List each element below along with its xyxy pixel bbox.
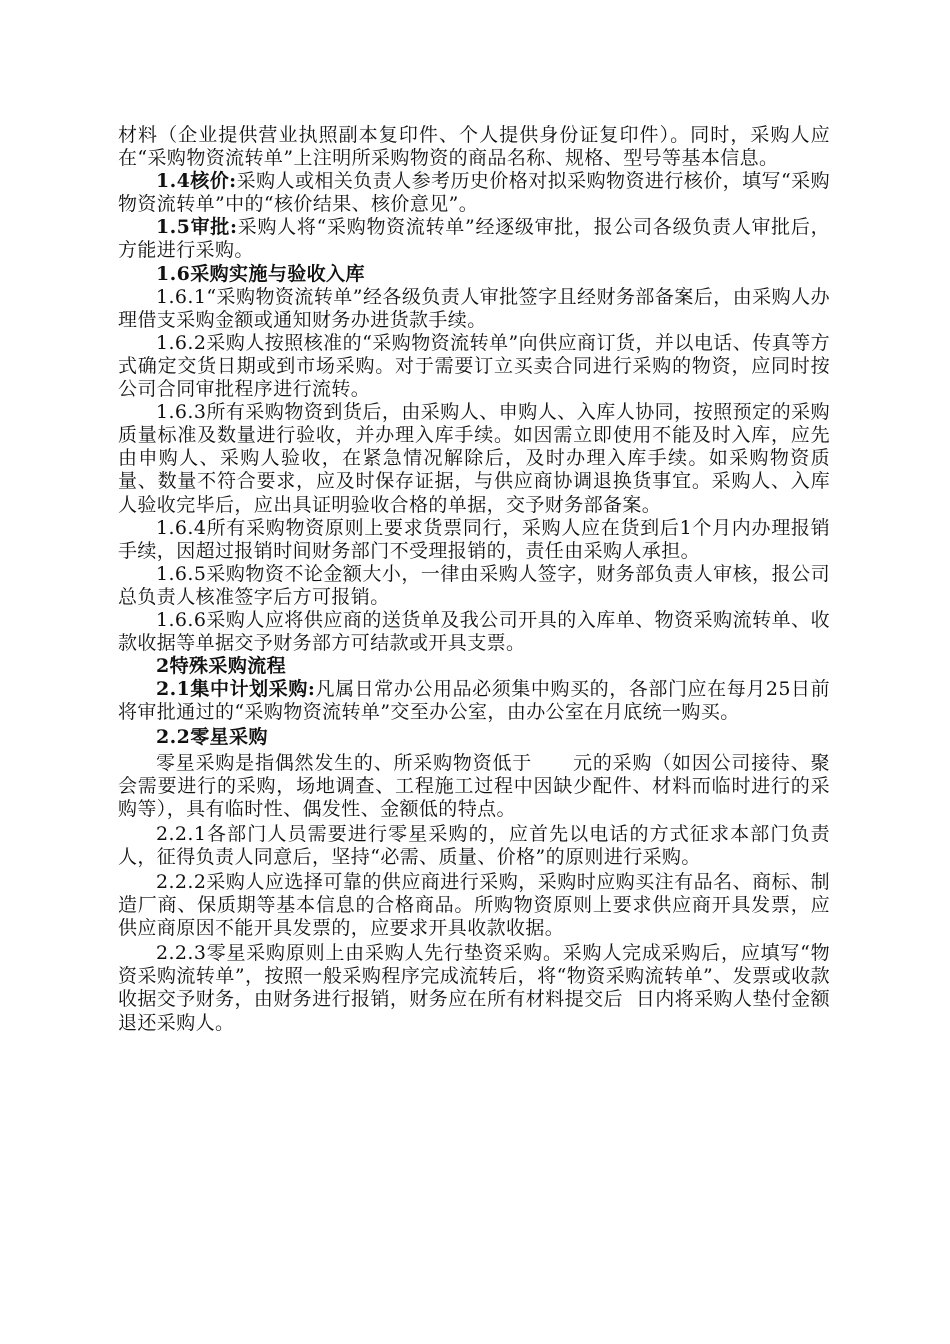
section-heading-1-6: 1.6采购实施与验收入库 [156, 262, 365, 285]
paragraph-1-6-1 [118, 286, 830, 332]
paragraph-text: 采购人或相关负责人参考历史价格对拟采购物资进行核价，填写“采购物资流转单”中的“核价结果、核价意见”。 [118, 170, 830, 216]
paragraph-approval [118, 216, 830, 262]
paragraph-text: 2.2.3零星采购原则上由采购人先行垫资采购。采购人完成采购后，应填写“物资采购流转单”，按照一般采购程序完成流转后，将“物资采购流转单”、发票或收款收据交予财务，由财务进行报销，财务应在所有材料提交后 日内将采购人垫付金额退还采购人。 [118, 942, 830, 1034]
paragraph-text: 零星采购是指偶然发生的、所采购物资低于 元的采购（如因公司接待、聚会需要进行的采购，场地调查、工程施工过程中因缺少配件、材料而临时进行的采购等），具有临时性、偶发性、金额低的特点。 [118, 751, 830, 820]
paragraph-1-6-4 [118, 517, 830, 563]
paragraph-text: 1.6.1“采购物资流转单”经各级负责人审批签字且经财务部备案后，由采购人办理借支采购金额或通知财务办进货款手续。 [118, 285, 830, 331]
paragraph-price-check [118, 170, 830, 216]
paragraph-text: 采购人将“采购物资流转单”经逐级审批，报公司各级负责人审批后，方能进行采购。 [118, 216, 830, 262]
clause-lead: 1.4核价: [156, 170, 237, 193]
paragraph-materials [118, 124, 830, 170]
paragraph-2-1 [118, 678, 830, 724]
paragraph-1-6-3 [118, 401, 830, 516]
paragraph-text: 1.6.3所有采购物资到货后，由采购人、申购人、入库人协同，按照预定的采购质量标准及数量进行验收，并办理入库手续。如因需立即使用不能及时入库，应先由申购人、采购人验收，在紧急情况解除后，及时办理入库手续。如采购物资质量、数量不符合要求，应及时保存证据，与供应商协调退换货事宜。采购人、入库人验收完毕后，应出具证明验收合格的单据，交予财务部备案。 [118, 401, 830, 516]
paragraph-2-2-3 [118, 942, 830, 1034]
paragraph-text: 材料（企业提供营业执照副本复印件、个人提供身份证复印件）。同时，采购人应在“采购物资流转单”上注明所采购物资的商品名称、规格、型号等基本信息。 [118, 124, 830, 170]
paragraph-text: 2.2.2采购人应选择可靠的供应商进行采购，采购时应购买注有品名、商标、制造厂商、保质期等基本信息的合格商品。所购物资原则上要求供应商开具发票，应供应商原因不能开具发票的，应要求开具收款收据。 [118, 871, 830, 940]
paragraph-text: 1.6.2采购人按照核准的“采购物资流转单”向供应商订货，并以电话、传真等方式确定交货日期或到市场采购。对于需要订立买卖合同进行采购的物资，应同时按公司合同审批程序进行流转。 [118, 331, 830, 401]
paragraph-1-6-6 [118, 609, 830, 655]
section-heading-2-2: 2.2零星采购 [156, 726, 268, 749]
clause-lead: 2.1集中计划采购: [156, 678, 316, 701]
paragraph-text: 1.6.5采购物资不论金额大小，一律由采购人签字，财务部负责人审核，报公司总负责人核准签字后方可报销。 [118, 562, 830, 608]
paragraph-2-2-intro [118, 752, 830, 821]
paragraph-1-6-2 [118, 332, 830, 401]
paragraph-2-2-1 [118, 823, 830, 869]
paragraph-2-2-2 [118, 871, 830, 940]
paragraph-text: 1.6.4所有采购物资原则上要求货票同行，采购人应在货到后1个月内办理报销手续，因超过报销时间财务部门不受理报销的，责任由采购人承担。 [118, 516, 830, 562]
clause-lead: 1.5审批: [156, 216, 238, 239]
paragraph-text: 1.6.6采购人应将供应商的送货单及我公司开具的入库单、物资采购流转单、收款收据等单据交予财务部方可结款或开具支票。 [118, 608, 830, 655]
paragraph-text: 2.2.1各部门人员需要进行零星采购的，应首先以电话的方式征求本部门负责人，征得负责人同意后，坚持“必需、质量、价格”的原则进行采购。 [118, 822, 830, 868]
document-page [118, 124, 830, 1035]
section-heading-2: 2特殊采购流程 [156, 655, 287, 678]
paragraph-text: 凡属日常办公用品必须集中购买的，各部门应在每月25日前将审批通过的“采购物资流转单”交至办公室，由办公室在月底统一购买。 [118, 678, 830, 724]
paragraph-1-6-5 [118, 563, 830, 609]
